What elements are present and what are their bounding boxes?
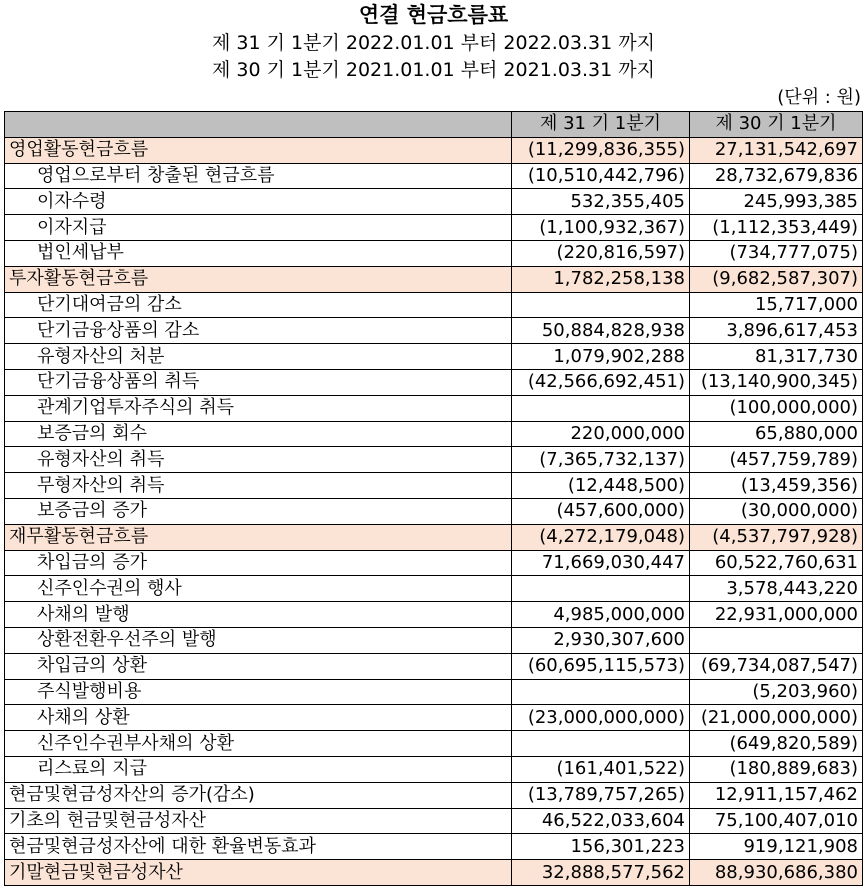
table-row (5, 860, 863, 886)
table-row (5, 731, 863, 757)
row-current-value: (23,000,000,000) (512, 705, 690, 731)
table-row (5, 756, 863, 782)
table-row (5, 215, 863, 241)
row-previous-value: (69,734,087,547) (690, 653, 863, 679)
row-current-value: (457,600,000) (512, 498, 690, 524)
row-current-value: (10,510,442,796) (512, 163, 690, 189)
table-row (5, 550, 863, 576)
row-label: 주식발행비용 (5, 679, 512, 705)
row-previous-value: 28,732,679,836 (690, 163, 863, 189)
row-current-value: (12,448,500) (512, 473, 690, 499)
row-label: 관계기업투자주식의 취득 (5, 395, 512, 421)
row-current-value: 1,782,258,138 (512, 266, 690, 292)
table-row (5, 653, 863, 679)
row-label: 유형자산의 처분 (5, 344, 512, 370)
row-label: 상환전환우선주의 발행 (5, 627, 512, 653)
row-previous-value: 12,911,157,462 (690, 782, 863, 808)
row-label: 재무활동현금흐름 (5, 524, 512, 550)
table-row (5, 163, 863, 189)
header-blank (5, 112, 512, 138)
row-previous-value: 81,317,730 (690, 344, 863, 370)
header-current-period: 제 31 기 1분기 (512, 112, 690, 138)
row-current-value (512, 292, 690, 318)
row-label: 기초의 현금및현금성자산 (5, 808, 512, 834)
table-row (5, 782, 863, 808)
row-label: 신주인수권의 행사 (5, 576, 512, 602)
row-label: 투자활동현금흐름 (5, 266, 512, 292)
row-label: 기말현금및현금성자산 (5, 860, 512, 886)
row-label: 차입금의 상환 (5, 653, 512, 679)
row-current-value: (11,299,836,355) (512, 137, 690, 163)
table-row (5, 137, 863, 163)
table-row (5, 189, 863, 215)
row-current-value: (4,272,179,048) (512, 524, 690, 550)
row-previous-value: (180,889,683) (690, 756, 863, 782)
row-current-value: 32,888,577,562 (512, 860, 690, 886)
row-previous-value: (4,537,797,928) (690, 524, 863, 550)
table-row (5, 344, 863, 370)
header-previous-period: 제 30 기 1분기 (690, 112, 863, 138)
row-current-value: 2,930,307,600 (512, 627, 690, 653)
row-previous-value: 65,880,000 (690, 421, 863, 447)
table-row (5, 627, 863, 653)
row-previous-value: 15,717,000 (690, 292, 863, 318)
row-current-value: 1,079,902,288 (512, 344, 690, 370)
row-current-value (512, 679, 690, 705)
row-label: 사채의 발행 (5, 602, 512, 628)
row-label: 단기금융상품의 취득 (5, 369, 512, 395)
row-previous-value: 88,930,686,380 (690, 860, 863, 886)
row-current-value (512, 731, 690, 757)
period-previous: 제 30 기 1분기 2021.01.01 부터 2021.03.31 까지 (212, 59, 655, 81)
row-previous-value: (13,140,900,345) (690, 369, 863, 395)
row-label: 법인세납부 (5, 240, 512, 266)
row-current-value: (220,816,597) (512, 240, 690, 266)
table-row (5, 679, 863, 705)
row-previous-value: (13,459,356) (690, 473, 863, 499)
row-label: 현금및현금성자산에 대한 환율변동효과 (5, 834, 512, 860)
row-previous-value: 75,100,407,010 (690, 808, 863, 834)
row-previous-value: (100,000,000) (690, 395, 863, 421)
statement-title: 연결 현금흐름표 (358, 3, 509, 27)
row-label: 영업활동현금흐름 (5, 137, 512, 163)
row-current-value: 156,301,223 (512, 834, 690, 860)
row-previous-value: (30,000,000) (690, 498, 863, 524)
row-current-value: (161,401,522) (512, 756, 690, 782)
row-label: 유형자산의 취득 (5, 447, 512, 473)
row-label: 차입금의 증가 (5, 550, 512, 576)
table-row (5, 369, 863, 395)
table-row (5, 447, 863, 473)
table-row (5, 473, 863, 499)
table-row (5, 266, 863, 292)
row-label: 영업으로부터 창출된 현금흐름 (5, 163, 512, 189)
row-previous-value: (21,000,000,000) (690, 705, 863, 731)
row-label: 보증금의 증가 (5, 498, 512, 524)
row-previous-value: 60,522,760,631 (690, 550, 863, 576)
row-current-value: 220,000,000 (512, 421, 690, 447)
table-row (5, 576, 863, 602)
row-label: 보증금의 회수 (5, 421, 512, 447)
table-row (5, 292, 863, 318)
row-current-value: 71,669,030,447 (512, 550, 690, 576)
table-row (5, 834, 863, 860)
row-label: 이자지급 (5, 215, 512, 241)
row-label: 신주인수권부사채의 상환 (5, 731, 512, 757)
table-row (5, 240, 863, 266)
row-current-value (512, 576, 690, 602)
cash-flow-table (4, 111, 863, 886)
table-row (5, 498, 863, 524)
table-row (5, 808, 863, 834)
row-current-value: (13,789,757,265) (512, 782, 690, 808)
unit-label: (단위 : 원) (777, 87, 861, 108)
row-current-value: (1,100,932,367) (512, 215, 690, 241)
row-previous-value (690, 627, 863, 653)
row-previous-value: (1,112,353,449) (690, 215, 863, 241)
row-label: 현금및현금성자산의 증가(감소) (5, 782, 512, 808)
row-current-value: 4,985,000,000 (512, 602, 690, 628)
table-row (5, 705, 863, 731)
row-current-value: (7,365,732,137) (512, 447, 690, 473)
row-previous-value: (734,777,075) (690, 240, 863, 266)
row-current-value: 532,355,405 (512, 189, 690, 215)
row-label: 이자수령 (5, 189, 512, 215)
row-previous-value: (649,820,589) (690, 731, 863, 757)
table-row (5, 395, 863, 421)
row-current-value: 50,884,828,938 (512, 318, 690, 344)
row-current-value: (60,695,115,573) (512, 653, 690, 679)
table-row (5, 421, 863, 447)
table-header-row (5, 112, 863, 138)
row-previous-value: (457,759,789) (690, 447, 863, 473)
row-label: 단기대여금의 감소 (5, 292, 512, 318)
row-previous-value: 919,121,908 (690, 834, 863, 860)
row-label: 사채의 상환 (5, 705, 512, 731)
table-row (5, 318, 863, 344)
row-previous-value: (9,682,587,307) (690, 266, 863, 292)
row-label: 단기금융상품의 감소 (5, 318, 512, 344)
row-current-value: 46,522,033,604 (512, 808, 690, 834)
row-previous-value: (5,203,960) (690, 679, 863, 705)
table-row (5, 524, 863, 550)
table-row (5, 602, 863, 628)
row-label: 리스료의 지급 (5, 756, 512, 782)
row-previous-value: 27,131,542,697 (690, 137, 863, 163)
row-label: 무형자산의 취득 (5, 473, 512, 499)
row-previous-value: 3,896,617,453 (690, 318, 863, 344)
row-previous-value: 3,578,443,220 (690, 576, 863, 602)
period-current: 제 31 기 1분기 2022.01.01 부터 2022.03.31 까지 (212, 32, 655, 54)
row-previous-value: 245,993,385 (690, 189, 863, 215)
row-current-value: (42,566,692,451) (512, 369, 690, 395)
row-current-value (512, 395, 690, 421)
row-previous-value: 22,931,000,000 (690, 602, 863, 628)
